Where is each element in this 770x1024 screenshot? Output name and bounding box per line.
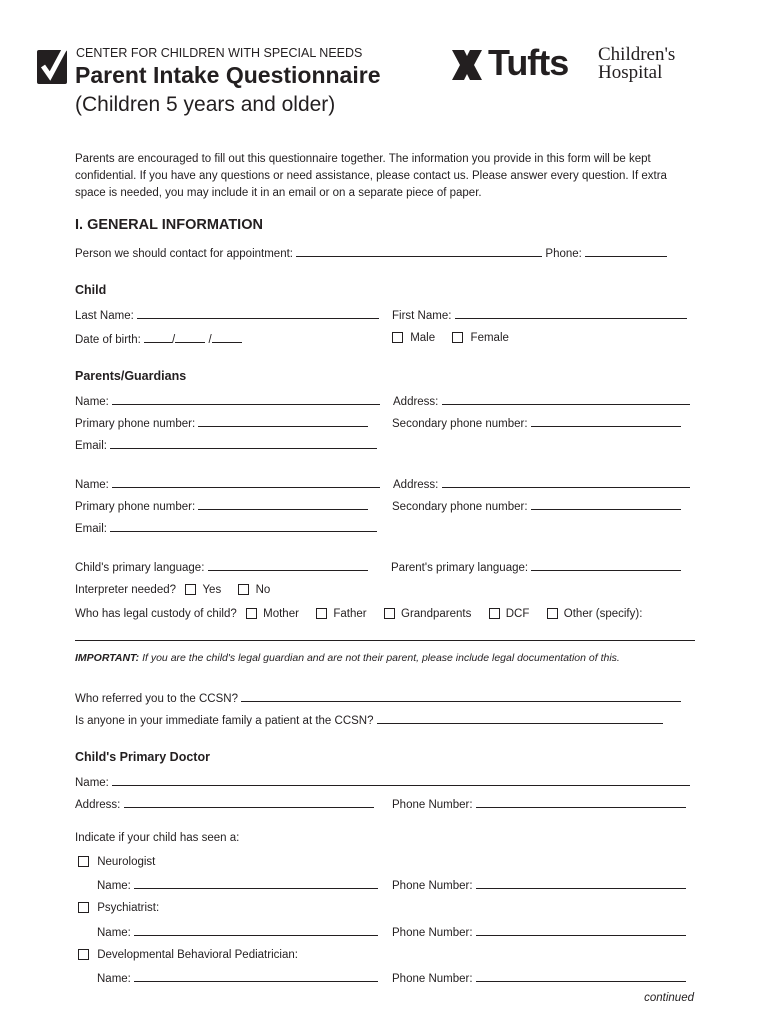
parent1-name: [75, 393, 380, 409]
parent2-address: [393, 476, 690, 492]
parent-address-field[interactable]: [442, 393, 690, 405]
center-name: CENTER FOR CHILDREN WITH SPECIAL NEEDS: [76, 46, 363, 60]
interpreter-label: Interpreter needed?: [75, 584, 177, 596]
interpreter-row: [75, 583, 270, 597]
dob-slash: /: [208, 334, 212, 346]
contact-label: Person we should contact for appointment:: [75, 248, 293, 260]
specialist-name-label: Name:: [97, 973, 131, 985]
developmental-row: [78, 948, 298, 962]
parent-language-label: Parent's primary language:: [391, 562, 529, 574]
referral-row: [75, 690, 681, 706]
doctor-heading: Child's Primary Doctor: [75, 750, 210, 764]
parent-name-field[interactable]: [112, 476, 380, 488]
doctor-name-field[interactable]: [112, 774, 690, 786]
psychiatrist-checkbox[interactable]: [78, 902, 89, 913]
psychiatrist-name-field[interactable]: [134, 924, 378, 936]
female-label: Female: [470, 332, 509, 344]
father-label: Father: [333, 608, 367, 620]
primary-phone-label: Primary phone number:: [75, 418, 196, 430]
secondary-phone-field[interactable]: [531, 498, 681, 510]
parent2-email: [75, 520, 377, 536]
psychiatrist-phone-field[interactable]: [476, 924, 686, 936]
neurologist-name-row: [97, 877, 378, 893]
parent2-name: [75, 476, 380, 492]
dob-day[interactable]: [175, 331, 205, 343]
secondary-phone-field[interactable]: [531, 415, 681, 427]
secondary-phone-label: Secondary phone number:: [392, 418, 528, 430]
parent-language-field[interactable]: [531, 559, 681, 571]
neurologist-row: [78, 855, 155, 869]
dob-label: Date of birth:: [75, 334, 141, 346]
doctor-phone-row: [392, 796, 686, 812]
parent-name-label: Name:: [75, 396, 109, 408]
other-label: Other (specify):: [563, 608, 643, 620]
important-label: IMPORTANT:: [75, 652, 140, 664]
logo-line1: Children's: [598, 44, 676, 65]
intro-text: Parents are encouraged to fill out this questionnaire together. The information you provide in this form will be kept confidential. If you have any questions or need assistance, please contact us. Please answer every question. If extra space is needed, you may include it in an email or on a separate piece of paper.: [75, 153, 667, 199]
page-subtitle: (Children 5 years and older): [75, 93, 336, 116]
parents-heading: Parents/Guardians: [75, 369, 187, 383]
doctor-address-field[interactable]: [124, 796, 374, 808]
phone-field[interactable]: [585, 245, 667, 257]
primary-phone-field[interactable]: [198, 498, 368, 510]
interpreter-yes-checkbox[interactable]: [185, 584, 196, 595]
parent2-primary-phone: [75, 498, 368, 514]
logo-line2: Hospital: [598, 62, 663, 83]
psychiatrist-label: Psychiatrist:: [97, 902, 160, 914]
seen-prompt: Indicate if your child has seen a:: [75, 832, 240, 844]
psychiatrist-row: [78, 901, 159, 915]
checkmark-icon: [37, 46, 69, 86]
specialist-phone-label: Phone Number:: [392, 973, 473, 985]
last-name-field[interactable]: [137, 307, 379, 319]
grandparents-checkbox[interactable]: [384, 608, 395, 619]
male-checkbox[interactable]: [392, 332, 403, 343]
page-title: Parent Intake Questionnaire: [75, 62, 381, 88]
father-checkbox[interactable]: [316, 608, 327, 619]
doctor-address-row: [75, 796, 374, 812]
specialist-phone-label: Phone Number:: [392, 927, 473, 939]
email-label: Email:: [75, 523, 107, 535]
doctor-address-label: Address:: [75, 799, 121, 811]
child-heading: Child: [75, 283, 107, 297]
section-heading: I. GENERAL INFORMATION: [75, 217, 263, 233]
first-name-label: First Name:: [392, 310, 452, 322]
family-patient-row: [75, 712, 663, 728]
secondary-phone-label: Secondary phone number:: [392, 501, 528, 513]
doctor-phone-field[interactable]: [476, 796, 686, 808]
dcf-checkbox[interactable]: [489, 608, 500, 619]
developmental-checkbox[interactable]: [78, 949, 89, 960]
child-last-name: [75, 307, 379, 323]
parent1-address: [393, 393, 690, 409]
other-specify-field[interactable]: [75, 640, 695, 641]
phone-label: Phone:: [545, 248, 582, 260]
male-label: Male: [410, 332, 436, 344]
family-patient-field[interactable]: [377, 712, 663, 724]
parent-address-field[interactable]: [442, 476, 690, 488]
email-field[interactable]: [110, 437, 377, 449]
tufts-logo: [448, 44, 698, 86]
specialist-phone-label: Phone Number:: [392, 880, 473, 892]
neurologist-name-field[interactable]: [134, 877, 378, 889]
mother-checkbox[interactable]: [246, 608, 257, 619]
dob-month[interactable]: [144, 331, 172, 343]
no-label: No: [255, 584, 271, 596]
email-label: Email:: [75, 440, 107, 452]
specialist-name-label: Name:: [97, 927, 131, 939]
other-checkbox[interactable]: [547, 608, 558, 619]
child-dob: [75, 331, 242, 347]
child-language-label: Child's primary language:: [75, 562, 205, 574]
parent1-email: [75, 437, 377, 453]
parent-address-label: Address:: [393, 479, 439, 491]
important-note: [75, 652, 620, 664]
tufts-logo-mark-icon: [448, 46, 486, 84]
psychiatrist-phone-row: [392, 924, 686, 940]
last-name-label: Last Name:: [75, 310, 134, 322]
developmental-label: Developmental Behavioral Pediatrician:: [97, 949, 298, 961]
doctor-name-label: Name:: [75, 777, 109, 789]
dob-slash: /: [172, 334, 176, 346]
primary-phone-label: Primary phone number:: [75, 501, 196, 513]
interpreter-no-checkbox[interactable]: [238, 584, 249, 595]
continued-label: continued: [644, 992, 694, 1004]
neurologist-checkbox[interactable]: [78, 856, 89, 867]
first-name-field[interactable]: [455, 307, 687, 319]
neurologist-phone-row: [392, 877, 686, 893]
neurologist-phone-field[interactable]: [476, 877, 686, 889]
neurologist-label: Neurologist: [97, 856, 156, 868]
grandparents-label: Grandparents: [401, 608, 472, 620]
parent-language: [391, 559, 681, 575]
parent-name-field[interactable]: [112, 393, 380, 405]
referral-field[interactable]: [241, 690, 681, 702]
female-checkbox[interactable]: [452, 332, 463, 343]
important-text: If you are the child's legal guardian and are not their parent, please include legal documentation of this.: [142, 652, 620, 664]
developmental-name-field[interactable]: [134, 970, 378, 982]
developmental-phone-field[interactable]: [476, 970, 686, 982]
child-language-field[interactable]: [208, 559, 368, 571]
contact-field[interactable]: [296, 245, 542, 257]
psychiatrist-name-row: [97, 924, 378, 940]
doctor-name-row: [75, 774, 690, 790]
child-first-name: [392, 307, 687, 323]
contact-row: [75, 245, 667, 261]
mother-label: Mother: [263, 608, 299, 620]
specialist-name-label: Name:: [97, 880, 131, 892]
dcf-label: DCF: [505, 608, 530, 620]
primary-phone-field[interactable]: [198, 415, 368, 427]
parent1-primary-phone: [75, 415, 368, 431]
parent-name-label: Name:: [75, 479, 109, 491]
family-patient-label: Is anyone in your immediate family a patient at the CCSN?: [75, 715, 374, 727]
sex-options: [392, 331, 509, 345]
yes-label: Yes: [202, 584, 222, 596]
custody-label: Who has legal custody of child?: [75, 608, 237, 620]
doctor-phone-label: Phone Number:: [392, 799, 473, 811]
referral-label: Who referred you to the CCSN?: [75, 693, 238, 705]
parent1-secondary-phone: [392, 415, 681, 431]
dob-year[interactable]: [212, 331, 242, 343]
email-field[interactable]: [110, 520, 377, 532]
logo-main: Tufts: [488, 42, 569, 83]
child-language: [75, 559, 368, 575]
parent-address-label: Address:: [393, 396, 439, 408]
custody-row: [75, 607, 642, 621]
developmental-name-row: [97, 970, 378, 986]
developmental-phone-row: [392, 970, 686, 986]
parent2-secondary-phone: [392, 498, 681, 514]
